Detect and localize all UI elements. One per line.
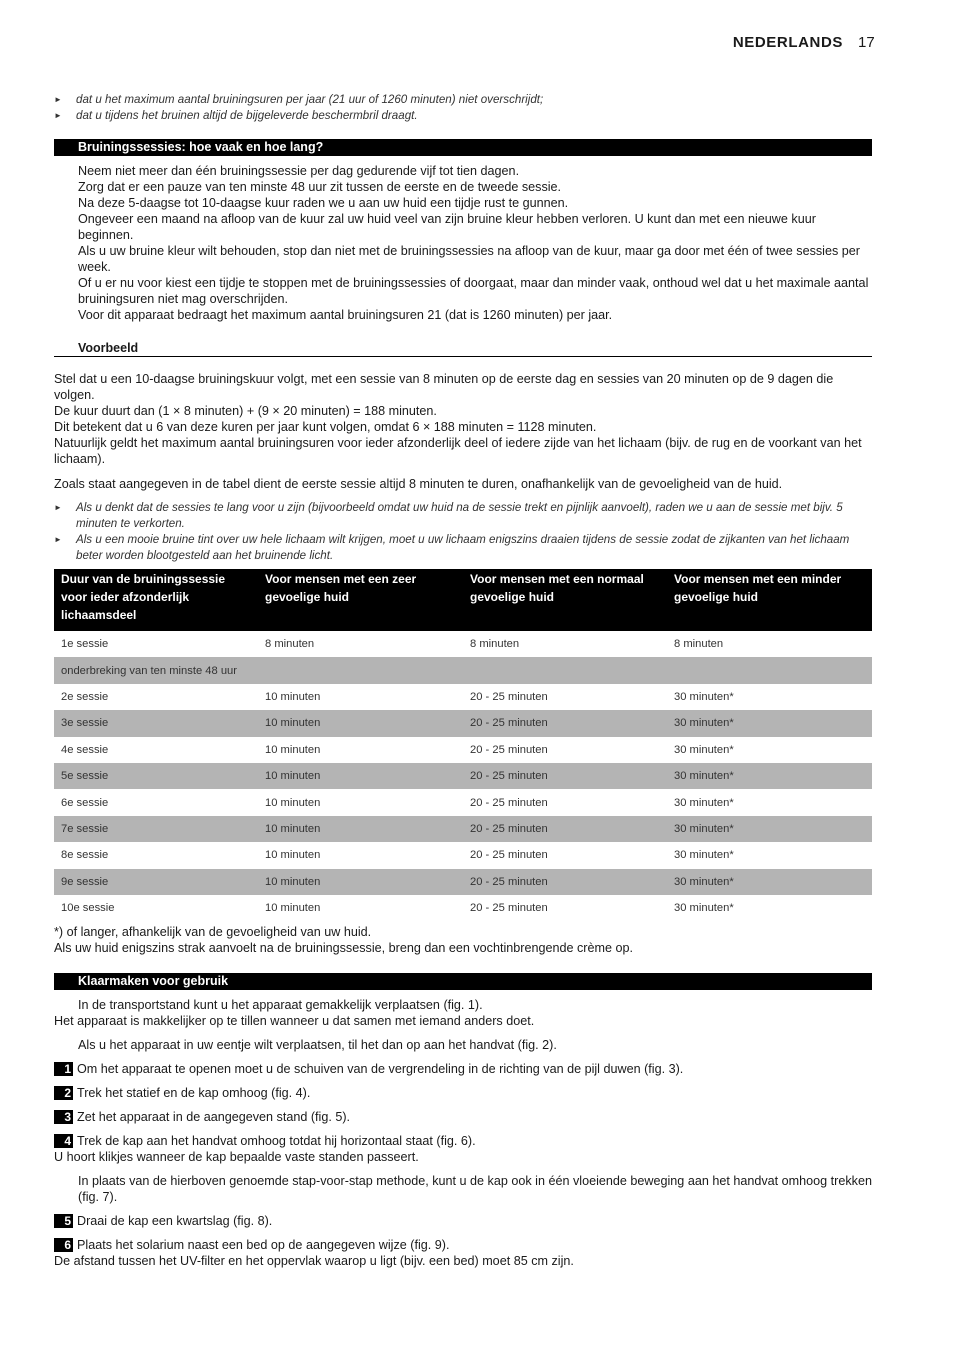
paragraph: Na deze 5-daagse tot 10-daagse kuur raden we u aan uw huid een tijdje rust te gunnen. [78,196,569,210]
table-cell: 20 - 25 minuten [470,902,548,915]
step-item [54,1085,874,1101]
table-cell: onderbreking van ten minste 48 uur [54,657,258,683]
step-item [54,1133,874,1149]
example-body [54,371,874,467]
table-cell: 4e sessie [61,743,109,756]
table-cell: 5e sessie [54,763,258,789]
table-row [54,631,872,657]
table-cell: 30 minuten* [667,710,872,736]
bullet-arrow-icon: ► [54,111,62,120]
column-header: Voor mensen met een normaal gevoelige huid [463,569,667,631]
step-number: 4 [54,1134,73,1148]
step-text: Plaats het solarium naast een bed op de aangegeven wijze (fig. 9). [77,1238,450,1252]
table-cell: 8 minuten [470,638,520,651]
paragraph: Natuurlijk geldt het maximum aantal bruiningsuren voor ieder afzonderlijk deel of iedere zijde van het lichaam (bijv. de rug en de voorkant van het lichaam). [54,436,862,466]
table-cell: 6e sessie [61,796,109,809]
step-text: Draai de kap een kwartslag (fig. 8). [77,1214,273,1228]
table-cell: 20 - 25 minuten [463,816,667,842]
table-row [54,710,872,736]
table-cell: 20 - 25 minuten [463,869,667,895]
bullet-item: ► dat u het maximum aantal bruiningsuren per jaar (21 uur of 1260 minuten) niet overschrijdt; [54,93,544,106]
table-cell [667,657,872,683]
table-cell: 30 minuten* [674,849,734,862]
step-number: 3 [54,1110,73,1124]
table-cell: 30 minuten* [667,869,872,895]
paragraph: In plaats van de hierboven genoemde stap-voor-stap methode, kunt u de kap ook in één vloeiende beweging aan het handvat omhoog trekken (fig. 7). [78,1174,872,1204]
paragraph: In de transportstand kunt u het apparaat gemakkelijk verplaatsen (fig. 1). [78,998,483,1012]
bullet-item: ► dat u tijdens het bruinen altijd de bijgeleverde beschermbril draagt. [54,109,418,122]
table-cell: 10 minuten [265,902,321,915]
step-text: Trek het statief en de kap omhoog (fig. 4). [77,1086,311,1100]
table-cell: 20 - 25 minuten [470,796,548,809]
paragraph: Als uw huid enigszins strak aanvoelt na de bruiningssessie, breng dan een vochtinbrengende crème op. [54,941,633,955]
bullet-item: ► Als u denkt dat de sessies te lang voor u zijn (bijvoorbeeld omdat uw huid na de sessie trekt en pijnlijk aanvoelt), raden we u aan de sessie met bijv. 5 minuten te verkorten. [54,501,843,530]
table-cell: 20 - 25 minuten [463,710,667,736]
step-number: 1 [54,1062,73,1076]
paragraph: U hoort klikjes wanneer de kap bepaalde vaste standen passeert. [54,1150,419,1164]
table-cell: 7e sessie [54,816,258,842]
section-title: Bruiningssessies: hoe vaak en hoe lang? [78,140,324,154]
section-body [78,163,874,323]
table-cell: 10 minuten [258,710,463,736]
table-cell: 10 minuten [258,763,463,789]
column-header: Duur van de bruiningssessie voor ieder afzonderlijk lichaamsdeel [54,569,258,631]
section-title: Klaarmaken voor gebruik [78,974,229,988]
table-row [54,763,872,789]
step-number: 5 [54,1214,73,1228]
table-row [54,684,872,710]
subheading-title: Voorbeeld [78,341,139,355]
page-number: 17 [858,34,875,51]
paragraph: Of u er nu voor kiest een tijdje te stoppen met de bruiningssessies of doorgaat, maar dan minder vaak, onthoud wel dat u het maximale aantal bruiningsuren niet mag overschrijden. [78,276,869,306]
step-text: Zet het apparaat in de aangegeven stand (fig. 5). [77,1110,351,1124]
step-text: Om het apparaat te openen moet u de schuiven van de vergrendeling in de richting van de pijl duwen (fig. 3). [77,1062,684,1076]
paragraph: Neem niet meer dan één bruiningssessie per dag gedurende vijf tot tien dagen. [78,164,520,178]
table-cell: 10 minuten [258,816,463,842]
table-cell: 8 minuten [674,638,724,651]
step-item [54,1237,874,1253]
paragraph: Dit betekent dat u 6 van deze kuren per jaar kunt volgen, omdat 6 × 188 minuten = 1128 minuten. [54,420,597,434]
table-row [54,737,872,763]
bullet-item: ► Als u een mooie bruine tint over uw hele lichaam wilt krijgen, moet u uw lichaam enigszins draaien tijdens de sessie zodat de zijkanten van het lichaam beter worden blootgesteld aan het bruinende licht. [54,533,850,562]
table-cell: 30 minuten* [667,763,872,789]
section-heading-bar [54,973,872,990]
paragraph: Als u uw bruine kleur wilt behouden, stop dan niet met de bruiningssessies na afloop van de kuur, maar ga door met één of twee sessies per week. [78,244,860,274]
table-row [54,789,872,815]
step-item [54,1213,874,1229]
step-item [54,1061,874,1077]
bullet-arrow-icon: ► [54,535,62,544]
column-header: Voor mensen met een zeer gevoelige huid [258,569,463,631]
table-cell: 10 minuten [265,849,321,862]
table-cell: 9e sessie [54,869,258,895]
section-language-label: NEDERLANDS [732,34,843,51]
step-text: Trek de kap aan het handvat omhoog totdat hij horizontaal staat (fig. 6). [77,1134,476,1148]
table-cell: 10 minuten [265,796,321,809]
paragraph: De afstand tussen het UV-filter en het oppervlak waarop u ligt (bijv. een bed) moet 85 cm zijn. [54,1254,574,1268]
table-cell: 20 - 25 minuten [470,849,548,862]
table-cell: 10e sessie [61,902,115,915]
footnote: *) of langer, afhankelijk van de gevoeligheid van uw huid. [54,925,372,939]
table-cell: 2e sessie [61,690,109,703]
table-cell: 10 minuten [265,743,321,756]
table-row [54,842,872,868]
table-cell: 20 - 25 minuten [470,743,548,756]
table-cell: 1e sessie [61,638,109,651]
table-cell: 20 - 25 minuten [463,763,667,789]
table-row [54,895,872,921]
table-cell: 8 minuten [265,638,315,651]
table-cell: 8e sessie [61,849,109,862]
table-cell: 20 - 25 minuten [470,690,548,703]
paragraph: Als u het apparaat in uw eentje wilt verplaatsen, til het dan op aan het handvat (fig. 2). [78,1038,557,1052]
table-notes [54,924,874,956]
section-heading-bar [54,139,872,156]
table-cell: 10 minuten [258,869,463,895]
step-number: 2 [54,1086,73,1100]
table-header-row [54,569,872,631]
subheading [54,340,872,357]
table-cell: 30 minuten* [667,816,872,842]
table-cell: 30 minuten* [674,690,734,703]
paragraph: Voor dit apparaat bedraagt het maximum aantal bruiningsuren 21 (dat is 1260 minuten) per jaar. [78,308,613,322]
table-cell: 10 minuten [265,690,321,703]
table-cell [463,657,667,683]
paragraph: Het apparaat is makkelijker op te tillen wanneer u dat samen met iemand anders doet. [54,1014,535,1028]
bullet-arrow-icon: ► [54,95,62,104]
session-table [54,569,872,921]
step-item [54,1109,874,1125]
paragraph: Zorg dat er een pauze van ten minste 48 uur zit tussen de eerste en de tweede sessie. [78,180,562,194]
paragraph: Ongeveer een maand na afloop van de kuur zal uw huid veel van zijn bruine kleur hebben verloren. U kunt dan met een nieuwe kuur beginnen. [78,212,816,242]
step-number: 6 [54,1238,73,1252]
table-cell: 3e sessie [54,710,258,736]
column-header: Voor mensen met een minder gevoelige huid [667,569,872,631]
paragraph: De kuur duurt dan (1 × 8 minuten) + (9 × 20 minuten) = 188 minuten. [54,404,437,418]
table-cell: 30 minuten* [674,743,734,756]
table-row [54,657,872,683]
paragraph: Stel dat u een 10-daagse bruiningskuur volgt, met een sessie van 8 minuten op de eerste dag en sessies van 20 minuten op de 9 dagen die volgen. [54,372,834,402]
table-cell [258,657,463,683]
table-cell: 30 minuten* [674,796,734,809]
table-row [54,816,872,842]
table-cell: 30 minuten* [674,902,734,915]
paragraph: Zoals staat aangegeven in de tabel dient de eerste sessie altijd 8 minuten te duren, onafhankelijk van de gevoeligheid van de huid. [54,477,783,491]
table-row [54,869,872,895]
bullet-arrow-icon: ► [54,503,62,512]
